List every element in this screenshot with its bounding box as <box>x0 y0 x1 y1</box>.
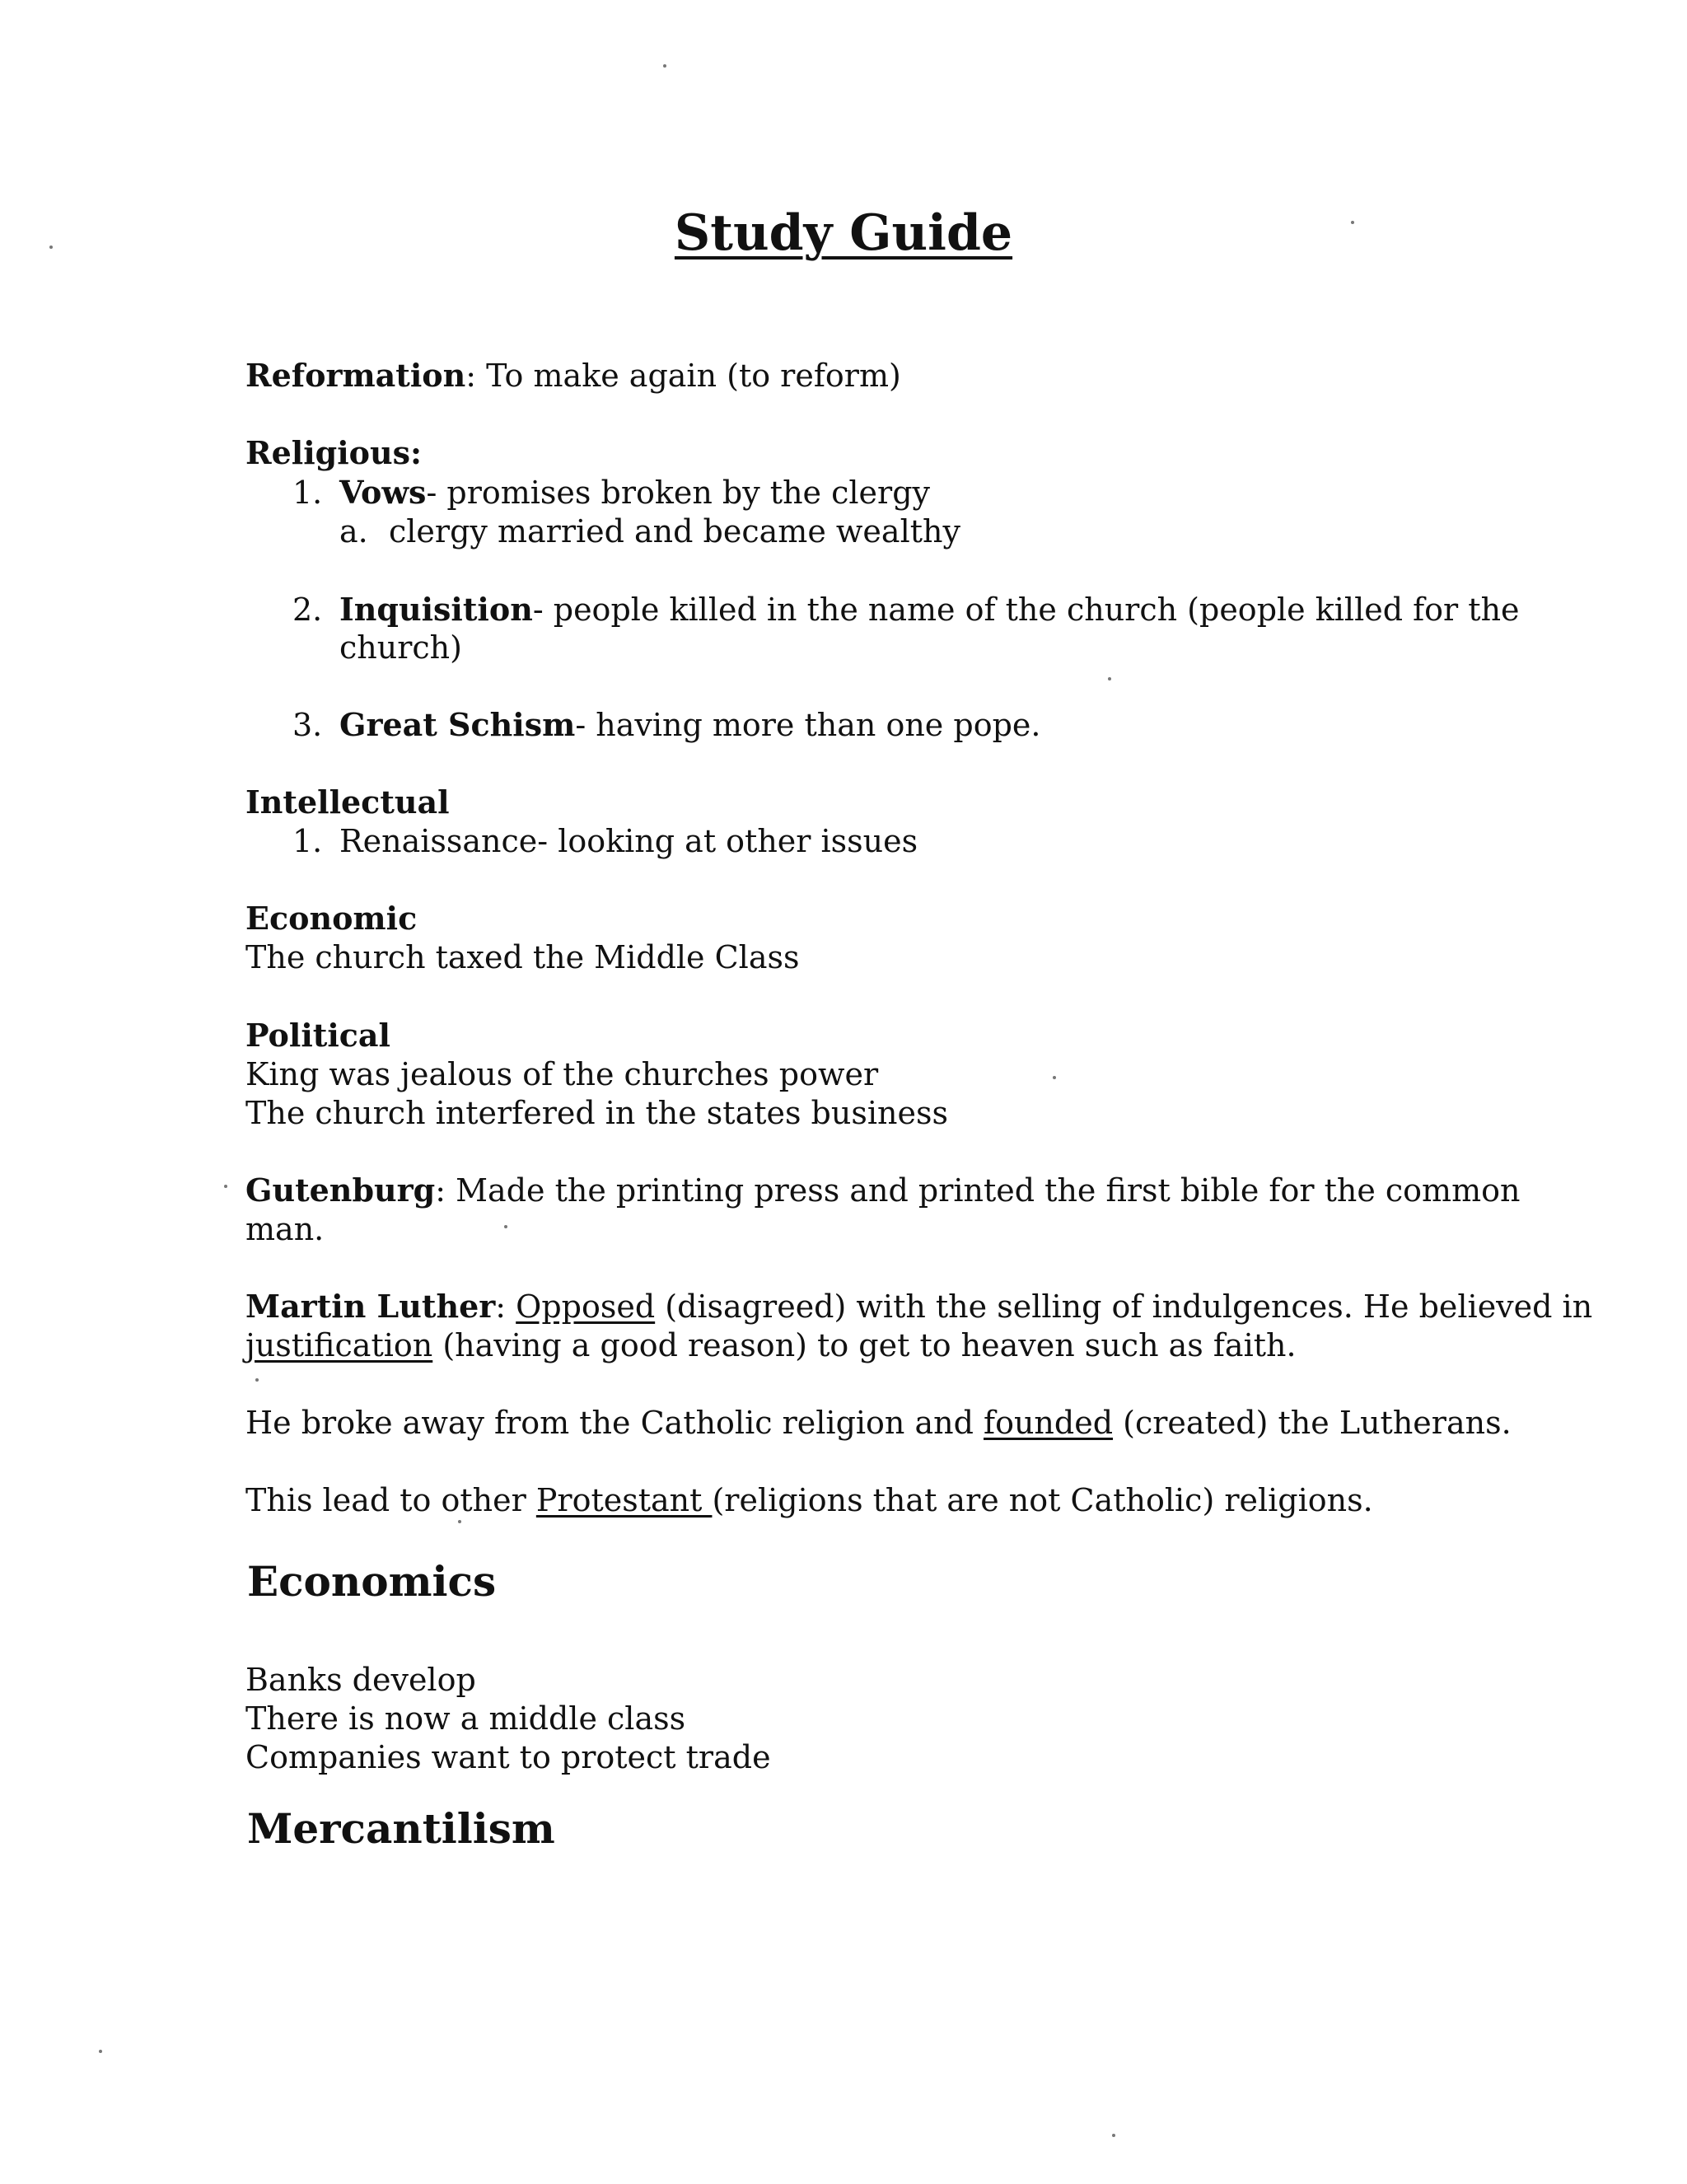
scan-speck <box>49 246 53 249</box>
intellectual-item-1-number: 1. <box>292 823 323 859</box>
religious-subitem-a-letter: a. <box>339 513 368 550</box>
religious-item-1 <box>339 473 930 512</box>
religious-heading <box>245 433 422 473</box>
economic-heading-text: Economic <box>245 900 418 937</box>
mercantilism-heading: Mercantilism <box>247 1804 555 1853</box>
economic-heading <box>245 899 417 938</box>
luther-justification: justification <box>245 1327 433 1363</box>
religious-subitem-a-text: clergy married and became wealthy <box>389 513 960 550</box>
religious-item-1-number: 1. <box>292 475 323 511</box>
intellectual-heading <box>245 783 450 822</box>
intellectual-item-1-text: Renaissance- looking at other issues <box>339 823 918 859</box>
religious-item-2-term: Inquisition <box>339 591 533 628</box>
lead-protestant: Protestant <box>535 1482 713 1518</box>
lead-text-1: This lead to other <box>245 1482 536 1518</box>
religious-item-2 <box>339 590 1520 629</box>
reformation-definition: To make again (to reform) <box>476 358 901 394</box>
economics-heading: Economics <box>247 1557 497 1606</box>
luther-text-1: (disagreed) with the selling of indulgences. He believed in <box>655 1288 1593 1325</box>
economic-line-1: The church taxed the Middle Class <box>245 939 800 975</box>
broke-text-1: He broke away from the Catholic religion and <box>245 1405 984 1441</box>
scan-speck <box>1108 677 1111 680</box>
religious-item-1-term: Vows <box>339 474 427 511</box>
scan-speck <box>458 1520 461 1523</box>
gutenburg-term: Gutenburg <box>245 1172 436 1209</box>
broke-founded: founded <box>984 1405 1114 1441</box>
political-line-1: King was jealous of the churches power <box>245 1056 879 1092</box>
religious-item-3-number: 3. <box>292 707 323 743</box>
economics-line-3: Companies want to protect trade <box>245 1739 771 1775</box>
religious-item-2-text: - people killed in the name of the church (people killed for the <box>532 592 1520 628</box>
luther-line-1 <box>245 1287 1592 1326</box>
religious-item-3-text: - having more than one pope. <box>575 707 1041 743</box>
reformation-line <box>245 356 901 395</box>
religious-item-1-text: - promises broken by the clergy <box>426 475 930 511</box>
broke-away-line <box>245 1403 1512 1443</box>
protestant-line <box>245 1480 1373 1520</box>
religious-item-2-continuation: church) <box>339 629 462 666</box>
religious-item-3-term: Great Schism <box>339 706 576 743</box>
religious-heading-text: Religious: <box>245 434 423 471</box>
luther-text-2: (having a good reason) to get to heaven such as faith. <box>432 1327 1297 1363</box>
reformation-sep: : <box>465 358 477 394</box>
scan-speck <box>255 1378 259 1382</box>
economics-line-1: Banks develop <box>245 1662 476 1698</box>
scan-speck <box>1112 2134 1115 2137</box>
luther-term: Martin Luther <box>245 1288 496 1325</box>
gutenburg-line-1 <box>245 1171 1520 1210</box>
luther-sep: : <box>495 1288 516 1325</box>
scan-speck <box>504 1225 507 1228</box>
page-title: Study Guide <box>674 204 1013 262</box>
broke-text-2: (created) the Lutherans. <box>1113 1405 1512 1441</box>
lead-text-2: (religions that are not Catholic) religions. <box>712 1482 1373 1518</box>
economics-line-2: There is now a middle class <box>245 1700 686 1737</box>
reformation-term: Reformation <box>245 357 466 394</box>
gutenburg-sep: : <box>435 1172 446 1209</box>
political-heading-text: Political <box>245 1017 390 1054</box>
scan-speck <box>1053 1076 1056 1079</box>
political-line-2: The church interfered in the states business <box>245 1095 948 1131</box>
political-heading <box>245 1016 390 1055</box>
religious-item-3 <box>339 705 1040 745</box>
scan-speck <box>99 2050 102 2053</box>
intellectual-heading-text: Intellectual <box>245 783 450 821</box>
scan-speck <box>224 1185 227 1188</box>
luther-line-2 <box>245 1326 1297 1365</box>
luther-opposed: Opposed <box>516 1288 656 1325</box>
religious-item-2-number: 2. <box>292 592 323 628</box>
gutenburg-text: Made the printing press and printed the first bible for the common <box>446 1172 1521 1209</box>
scan-speck <box>1351 221 1354 224</box>
gutenburg-line-2: man. <box>245 1211 325 1247</box>
scan-speck <box>663 64 666 68</box>
